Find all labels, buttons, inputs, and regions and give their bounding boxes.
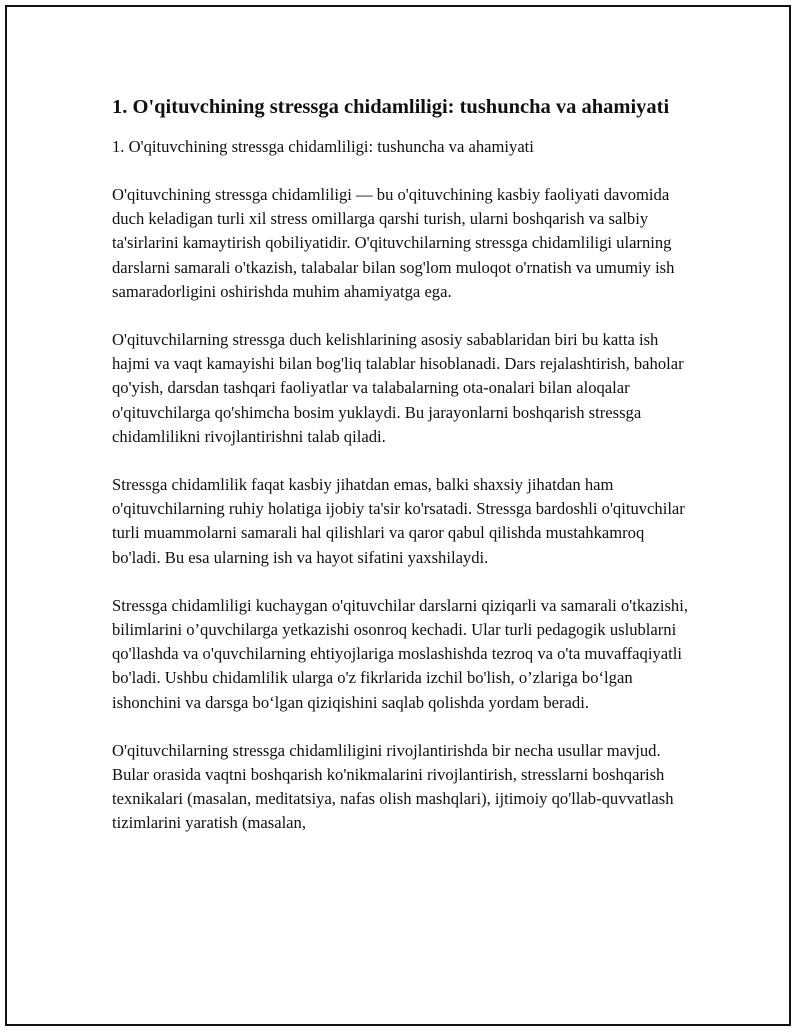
paragraph-1: O'qituvchining stressga chidamliligi — bu o'qituvchining kasbiy faoliyati davomida duch keladigan turli xil stress omillarga qarshi turish, ularni boshqarish va salbiy ta'sirlarini kamaytirish qobiliyatidir. O'qituvchilarning stressga chidamliligi ularning darslarni samarali o'tkazish, talabalar bilan sog'lom muloqot o'rnatish va umumiy ish samaradorligini oshirishda muhim ahamiyatga ega. bbox=[112, 185, 675, 301]
paragraph-4: Stressga chidamliligi kuchaygan o'qituvchilar darslarni qiziqarli va samarali o'tkazishi, bilimlarini o’quvchilarga yetkazishi osonroq kechadi. Ular turli pedagogik uslublarni qo'llashda va o'quvchilarning ehtiyojlariga moslashishda tezroq va o'ta muvaffaqiyatli bo'ladi. Ushbu chidamlilik ularga o'z fikrlarida izchil bo'lish, o’zlariga bo‘lgan ishonchini va darsga bo‘lgan qiziqishini saqlab qolishda yordam beradi. bbox=[112, 595, 688, 712]
paragraph-2: O'qituvchilarning stressga duch kelishlarining asosiy sabablaridan biri bu katta ish hajmi va vaqt kamayishi bilan bog'liq talablar hisoblanadi. Dars rejalashtirish, baholar qo'yish, darsdan tashqari faoliyatlar va talabalarning ota-onalari bilan aloqalar o'qituvchilarga qo'shimcha bosim yuklaydi. Bu jarayonlarni boshqarish stressga chidamlilikni rivojlantirishni talab qiladi. bbox=[112, 330, 684, 446]
paragraph-3: Stressga chidamlilik faqat kasbiy jihatdan emas, balki shaxsiy jihatdan ham o'qituvchilarning ruhiy holatiga ijobiy ta'sir ko'rsatadi. Stressga bardoshli o'qituvchilar turli muammolarni samarali hal qilishlari va qaror qabul qilishda mustahkamroq bo'ladi. Bu esa ularning ish va hayot sifatini yaxshilaydi. bbox=[112, 475, 685, 567]
section-heading: 1. O'qituvchining stressga chidamliligi: tushuncha va ahamiyati bbox=[112, 137, 534, 156]
document-title: 1. O'qituvchining stressga chidamliligi: tushuncha va ahamiyati bbox=[112, 96, 670, 118]
document-body bbox=[112, 86, 692, 860]
paragraph-5: O'qituvchilarning stressga chidamliligini rivojlantirishda bir necha usullar mavjud. Bular orasida vaqtni boshqarish ko'nikmalarini rivojlantirish, stresslarni boshqarish texnikalari (masalan, meditatsiya, nafas olish mashqlari), ijtimoiy qo'llab-quvvatlash tizimlarini yaratish (masalan, bbox=[112, 740, 674, 833]
